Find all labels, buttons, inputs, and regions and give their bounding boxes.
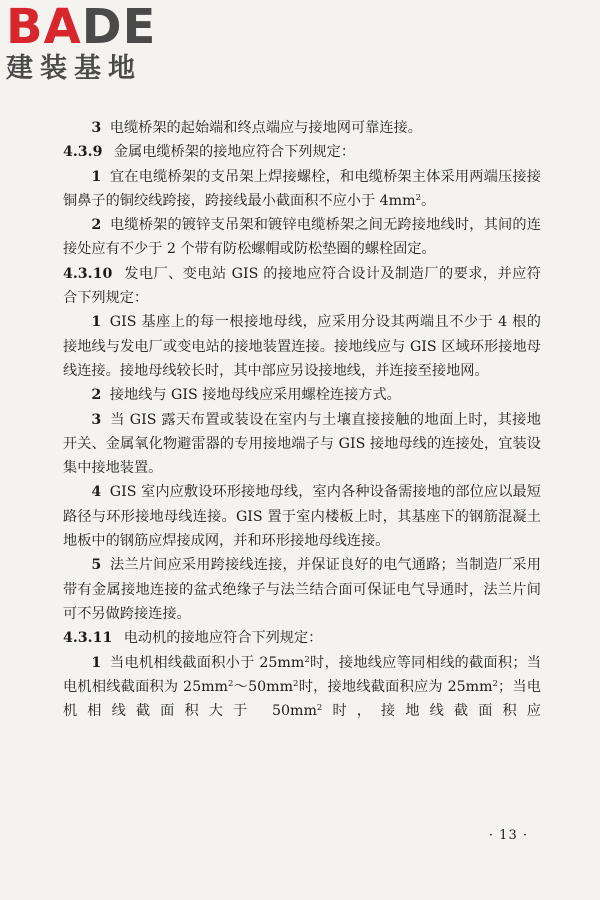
paragraph-item xyxy=(63,310,541,383)
clause-text: 金属电缆桥架的接地应符合下列规定： xyxy=(113,144,356,161)
item-number: 1 xyxy=(91,654,102,671)
item-number: 3 xyxy=(91,120,102,136)
item-number: 2 xyxy=(91,387,102,404)
item-number: 1 xyxy=(91,314,102,331)
item-text: 时，接地线截面积应 xyxy=(322,703,541,720)
clause-number: 4.3.11 xyxy=(63,630,113,647)
clause-heading xyxy=(63,140,541,164)
paragraph-item xyxy=(63,651,541,724)
item-text: 时，接地线截面积应为 25mm xyxy=(298,678,493,695)
superscript: 2 xyxy=(415,192,421,203)
document-body xyxy=(63,116,541,723)
paragraph-item xyxy=(63,553,541,626)
item-text: ；当电机相线截面积大于 50mm xyxy=(63,678,541,720)
paragraph-item xyxy=(63,480,541,553)
paragraph-item xyxy=(63,165,541,214)
clause-heading xyxy=(63,262,541,311)
item-text: 接地线与 GIS 接地母线应采用螺栓连接方式。 xyxy=(109,387,401,404)
item-number: 5 xyxy=(91,557,102,574)
item-text: GIS 基座上的每一根接地母线，应采用分设其两端且不少于 4 根的接地线与发电厂或变电站的接地装置连接。接地线应与 GIS 区域环形接地母线连接。接地母线较长时，其中部应另设接地线，并连接至接地网。 xyxy=(63,314,541,379)
paragraph-item xyxy=(63,408,541,481)
clause-heading xyxy=(63,626,541,650)
superscript: 2 xyxy=(316,703,323,714)
item-text: 时，接地线应等同相线的截面积；当电机相线截面积为 25mm xyxy=(63,654,541,695)
superscript: 2 xyxy=(304,654,310,665)
item-text: 电缆桥架的起始端和终点端应与接地网可靠连接。 xyxy=(109,120,422,136)
logo-wordmark: BADE xyxy=(6,0,157,55)
clause-number: 4.3.10 xyxy=(63,265,113,282)
item-number: 2 xyxy=(91,217,102,234)
item-text: 电缆桥架的镀锌支吊架和镀锌电缆桥架之间无跨接地线时，其间的连接处应有不少于 2 个带有防松螺帽或防松垫圈的螺栓固定。 xyxy=(63,217,541,258)
logo xyxy=(6,2,186,84)
superscript: 2 xyxy=(293,678,299,689)
clause-text: 发电厂、变电站 GIS 的接地应符合设计及制造厂的要求，并应符合下列规定： xyxy=(63,265,541,307)
superscript: 2 xyxy=(492,678,498,689)
paragraph-item xyxy=(63,116,541,140)
item-text: 当电机相线截面积小于 25mm xyxy=(109,654,305,671)
item-number: 3 xyxy=(91,411,102,428)
item-text: 当 GIS 露天布置或装设在室内与土壤直接接触的地面上时，其接地开关、金属氧化物避雷器的专用接地端子与 GIS 接地母线的连接处，宜装设集中接地装置。 xyxy=(63,411,541,477)
item-text-tail: 。 xyxy=(421,192,436,209)
clause-number: 4.3.9 xyxy=(63,144,103,161)
item-number: 4 xyxy=(91,484,102,501)
superscript: 2 xyxy=(228,678,234,689)
item-number: 1 xyxy=(91,168,102,185)
item-text: 法兰片间应采用跨接线连接，并保证良好的电气通路；当制造厂采用带有金属接地连接的盆式绝缘子与法兰结合面可保证电气导通时，法兰片间可不另做跨接连接。 xyxy=(63,557,541,622)
item-text: 宜在电缆桥架的支吊架上焊接螺栓，和电缆桥架主体采用两端压接接铜鼻子的铜绞线跨接，跨接线最小截面积不应小于 4mm xyxy=(63,168,541,209)
item-text: ～50mm xyxy=(233,678,294,695)
item-text: GIS 室内应敷设环形接地母线，室内各种设备需接地的部位应以最短路径与环形接地母线连接。GIS 置于室内楼板上时，其基座下的钢筋混凝土地板中的钢筋应焊接成网，并和环形接地母线连接。 xyxy=(63,484,541,550)
paragraph-item xyxy=(63,213,541,262)
page-number: · 13 · xyxy=(488,828,528,843)
clause-text: 电动机的接地应符合下列规定： xyxy=(123,630,323,647)
logo-subtitle: 建装基地 xyxy=(6,53,142,84)
paragraph-item xyxy=(63,383,541,407)
